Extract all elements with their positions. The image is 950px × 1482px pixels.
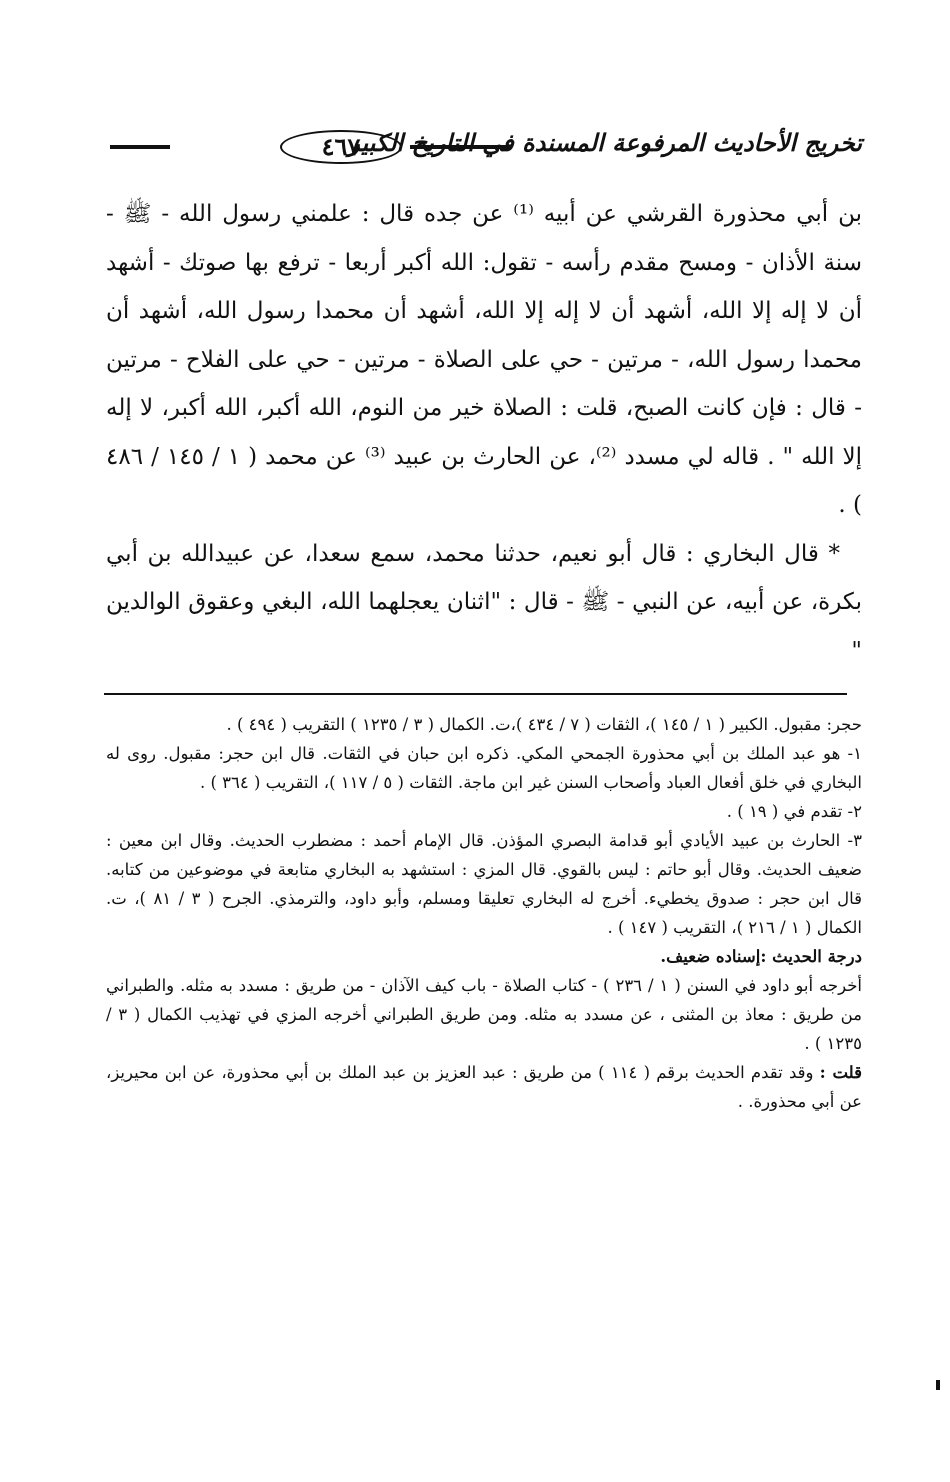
book-title: تخريج الأحاديث المرفوعة المسندة في التاريخ الكبير [348,128,862,157]
takhrij: أخرجه أبو داود في السنن ( ١ / ٢٣٦ ) - كتاب الصلاة - باب كيف الآذان - من طريق : مسدد به مثله. والطبراني من طريق : معاذ بن المثنى ، عن مسدد به مثله. ومن طريق الطبراني أخرجه المزي في تهذيب الكمال ( ٣ / ١٢٣٥ ) . [106,976,862,1053]
qultu-label: قلت : [819,1063,863,1082]
footnote-3: ٣- الحارث بن عبيد الأيادي أبو قدامة البصري المؤذن. قال الإمام أحمد : مضطرب الحديث. وقال ابن معين : ضعيف الحديث. وقال أبو حاتم : ليس بالقوي. قال المزي : استشهد به البخاري متابعة في موضوعين من كتابه. قال ابن حجر : صدوق يخطيء. أخرج له البخاري تعليقا ومسلم، وأبو داود، والترمذي. الجرح ( ٣ / ٨١ )، ت. الكمال ( ١ / ٢١٦ )، التقريب ( ١٤٧ ) . [106,831,862,937]
grade-label: درجة الحديث : [760,947,862,966]
hadith-paragraph-1: بن أبي محذورة القرشي عن أبيه ⁽¹⁾ عن جده قال : علمني رسول الله - ﷺ - سنة الأذان - ومسح مقدم رأسه - تقول: الله أكبر أربعا - ترفع بها صوتك - أشهد أن لا إله إلا الله، أشهد أن لا إله إلا الله، أشهد أن محمدا رسول الله، أشهد أن محمدا رسول الله، - مرتين - حي على الصلاة - مرتين - حي على الفلاح - مرتين - قال : فإن كانت الصبح، قلت : الصلاة خير من النوم، الله أكبر، الله أكبر، لا إله إلا الله " . قاله لي مسدد ⁽²⁾، عن الحارث بن عبيد ⁽³⁾ عن محمد ( ١ / ١٤٥ / ٤٨٦ ) . [106,201,863,518]
footnote-carryover: حجر: مقبول. الكبير ( ١ / ١٤٥ )، الثقات ( ٧ / ٤٣٤ )،ت. الكمال ( ٣ / ١٢٣٥ ) التقريب ( ٤٩٤ ) . [226,715,862,734]
page-number: ٤٦٧ [280,130,402,164]
hadith-paragraph-2: * قال البخاري : قال أبو نعيم، حدثنا محمد، سمع سعدا، عن عبيدالله بن أبي بكرة، عن أبيه، عن النبي - ﷺ - قال : "اثنان يعجلهما الله، البغي وعقوق الوالدين " [106,540,862,664]
margin-mark [936,1380,940,1390]
main-text [106,190,862,675]
running-header [110,128,862,168]
footnote-1: ١- هو عبد الملك بن أبي محذورة الجمحي المكي. ذكره ابن حبان في الثقات. قال ابن حجر: مقبول. روى له البخاري في خلق أفعال العباد وأصحاب السنن غير ابن ماجة. الثقات ( ٥ / ١١٧ )، التقريب ( ٣٦٤ ) . [106,744,862,792]
hadith-grade [106,942,862,971]
qultu-text: وقد تقدم الحديث برقم ( ١١٤ ) من طريق : عبد العزيز بن عبد الملك بن أبي محذورة، عن ابن محيريز، عن أبي محذورة. . [106,1063,862,1111]
footnotes [106,710,862,1116]
footnote-separator [104,693,847,695]
header-rule-left [110,145,170,149]
qultu-note [106,1058,862,1116]
footnote-2: ٢- تقدم في ( ١٩ ) . [726,802,862,821]
grade-value: إسناده ضعيف. [660,947,761,966]
